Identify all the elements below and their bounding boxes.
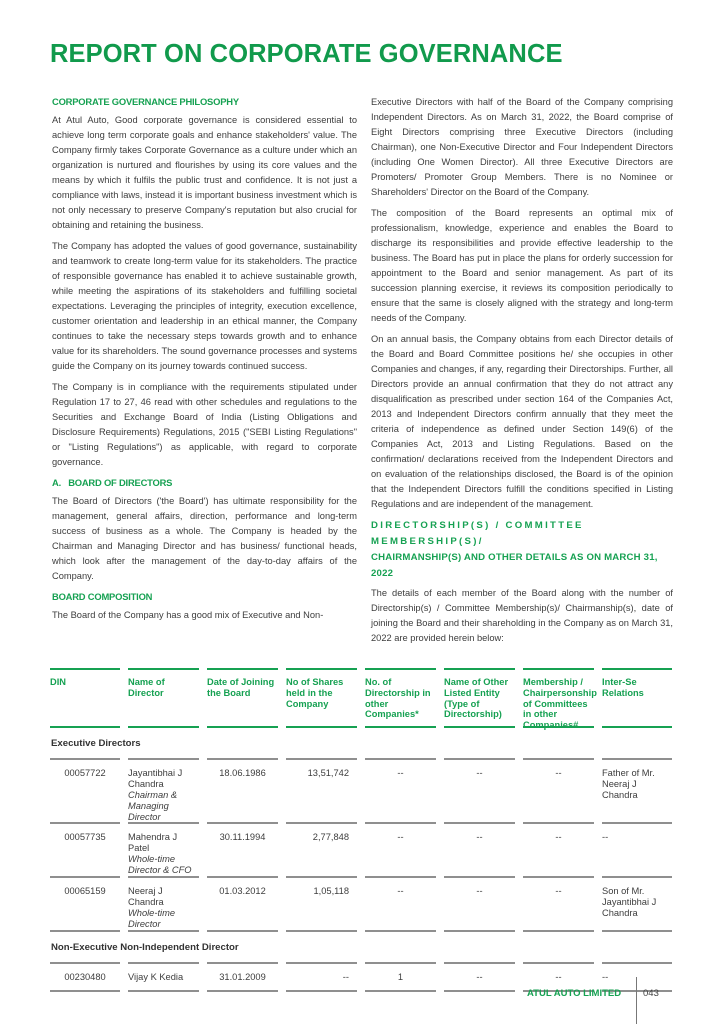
directorship-details-heading — [371, 518, 673, 582]
din-cell: 00065159 — [64, 886, 106, 896]
inter-se-relations-cell: Son of Mr. Jayantibhai J Chandra — [602, 886, 657, 918]
right-column — [371, 95, 673, 652]
footer-divider — [636, 977, 637, 1024]
director-name-cell — [128, 964, 199, 990]
table-row — [50, 824, 674, 876]
committees-cell: -- — [555, 832, 562, 842]
director-name: Mahendra J Patel — [128, 832, 178, 853]
director-name-cell — [128, 760, 199, 822]
composition-paragraph-cont: Executive Directors with half of the Board of the Company comprising Independent Directors. As on March 31, 2022, the Board comprise of Eight Directors comprising three Executive Directors (including Chairman), one Non-Executive Director and Four Independent Directors (including One Women Director). All three Executive Directors are Promoters/ Promoter Group Members. There is no Nominee or Shareholders' Director on the Board of the Company. — [371, 97, 673, 197]
committees-cell: -- — [555, 972, 562, 982]
inter-se-relations-cell: Father of Mr. Neeraj J Chandra — [602, 768, 655, 800]
shares-cell: 13,51,742 — [307, 768, 349, 778]
committees-cell: -- — [555, 886, 562, 896]
footer-company-name: ATUL AUTO LIMITED — [527, 988, 622, 999]
table-group-label: Non-Executive Non-Independent Director — [51, 942, 239, 953]
board-of-directors-heading: A. BOARD OF DIRECTORS — [52, 477, 173, 488]
column-header-committees: Membership / Chairpersonship of Committees in other Companies# — [523, 668, 594, 728]
table-row — [50, 964, 674, 990]
table-header-row — [50, 668, 674, 731]
page-title: REPORT ON CORPORATE GOVERNANCE — [50, 40, 563, 68]
other-listed-entity-cell: -- — [476, 886, 483, 896]
composition-paragraph-start: The Board of the Company has a good mix of Executive and Non- — [52, 610, 324, 620]
column-header-date-joining: Date of Joining the Board — [207, 668, 278, 728]
directorship-details-heading-line-1: DIRECTORSHIP(S) / COMMITTEE MEMBERSHIP(S)/ — [371, 520, 584, 547]
board-composition-heading: BOARD COMPOSITION — [52, 591, 153, 602]
board-paragraph: The Board of Directors ('the Board') has ultimate responsibility for the management, general affairs, direction, performance and long-term success of business as a whole. The Company is headed by the Chairman and Managing Director and has business/ functional heads, which look after the management of the day-to-day affairs of the Company. — [52, 496, 357, 581]
table-group-label: Executive Directors — [51, 738, 141, 749]
director-role: Chairman & Managing Director — [128, 790, 178, 822]
philosophy-paragraph-3: The Company is in compliance with the requirements stipulated under Regulation 17 to 27, 46 read with other schedules and regulations to the Securities and Exchange Board of India (Listing Obligations and Disclosure Requirements) Regulations, 2015 ("SEBI Listing Regulations" or "Listing Regulations") as applicable, with regard to corporate governance. — [52, 382, 357, 467]
director-name-cell — [128, 878, 199, 930]
table-body — [50, 728, 674, 992]
directorships-cell: -- — [397, 768, 404, 778]
philosophy-paragraph-2: The Company has adopted the values of good governance, sustainability and teamwork to create long-term value for its stakeholders. The practice of responsible governance has enabled it to achieve sustainable growth, while meeting the aspirations of its stakeholders and fulfilling societal expectations. Leveraging the principles of integrity, execution excellence, customer orientation and leadership in an ethical manner, the Company continues to take the necessary steps towards growth and to enhance value for its shareholders. The sound governance processes and systems guide the Company on its journey towards continued success. — [52, 241, 357, 371]
date-joining-cell: 01.03.2012 — [219, 886, 266, 896]
left-column — [52, 95, 357, 629]
directorships-cell: 1 — [397, 972, 404, 982]
column-header-directorships: No. of Directorship in other Companies* — [365, 668, 436, 728]
column-header-inter-se-relations: Inter-Se Relations — [602, 668, 672, 728]
director-role: Whole-time Director — [128, 908, 176, 929]
din-cell: 00057722 — [64, 768, 106, 778]
composition-mix-paragraph: The composition of the Board represents an optimal mix of professionalism, knowledge, experience and enables the Board to discharge its responsibilities and provide effective leadership to the business. The Board has put in place the plans for orderly succession for appointment to the Board and senior management. As part of its succession planning exercise, it reviews its composition periodically to ensure that the same is closely aligned with the strategy and long-term needs of the Company. — [371, 208, 673, 323]
table-row — [50, 878, 674, 930]
other-listed-entity-cell: -- — [476, 972, 483, 982]
shares-cell: -- — [342, 972, 349, 982]
din-cell: 00230480 — [64, 972, 106, 982]
shares-cell: 2,77,848 — [312, 832, 349, 842]
director-name: Jayantibhai J Chandra — [128, 768, 183, 789]
other-listed-entity-cell: -- — [476, 832, 483, 842]
director-name: Vijay K Kedia — [128, 972, 184, 982]
annual-confirmation-paragraph: On an annual basis, the Company obtains from each Director details of the Board and Board Committee positions he/ she occupies in other Companies and changes, if any, regarding their Directorships. Further, all Directors provide an annual confirmation that they do not attract any disqualification as prescribed under section 164 of the Companies Act, 2013 and Independent Directors confirm annually that they meet the criteria of independence as defined under Section 149(6) of the Companies Act, 2013 and Listing Regulations. Based on the confirmation/ declarations received from the Independent Directors and on evaluation of the relationships disclosed, the Board is of the opinion that the Independent Directors fulfill the conditions specified in Listing Regulations and are independent of the management. — [371, 334, 673, 509]
committees-cell: -- — [555, 768, 562, 778]
table-row — [50, 760, 674, 822]
philosophy-paragraph-1: At Atul Auto, Good corporate governance is considered essential to achieve long term corporate goals and enhance stakeholders' value. The Company firmly takes Corporate Governance as a culture under which an organization is nurtured and flourishes by using its core values and the means by which it fulfils the public trust and confidence. It is not just a compliance with laws, instead it is important business investment which is not only necessary to preserve Company's reputation but also crucial for obtaining and retaining the business. — [52, 115, 357, 230]
shares-cell: 1,05,118 — [313, 886, 349, 896]
details-intro-paragraph: The details of each member of the Board along with the number of Directorship(s) / Committee Membership(s)/ Chairmanship(s), date of joining the Board and their shareholding in the Company as on March 31, 2022 are provided herein below: — [371, 588, 673, 643]
director-name-cell — [128, 824, 199, 876]
date-joining-cell: 30.11.1994 — [219, 832, 266, 842]
date-joining-cell: 18.06.1986 — [219, 768, 266, 778]
director-role: Whole-time Director & CFO — [128, 854, 192, 875]
din-cell: 00057735 — [64, 832, 106, 842]
directorships-cell: -- — [397, 832, 404, 842]
column-header-shares: No of Shares held in the Company — [286, 668, 357, 728]
date-joining-cell: 31.01.2009 — [219, 972, 266, 982]
philosophy-heading: CORPORATE GOVERNANCE PHILOSOPHY — [52, 96, 239, 107]
column-header-name: Name of Director — [128, 668, 199, 728]
page-number: 043 — [643, 988, 659, 999]
directorships-cell: -- — [397, 886, 404, 896]
inter-se-relations-cell: -- — [602, 832, 609, 842]
directorship-details-heading-line-2: CHAIRMANSHIP(S) AND OTHER DETAILS AS ON MARCH 31, 2022 — [371, 552, 658, 579]
column-header-other-listed-entity: Name of Other Listed Entity (Type of Directorship) — [444, 668, 515, 728]
other-listed-entity-cell: -- — [476, 768, 483, 778]
inter-se-relations-cell: -- — [602, 972, 609, 982]
director-name: Neeraj J Chandra — [128, 886, 164, 907]
directors-table — [50, 668, 674, 992]
column-header-din: DIN — [50, 668, 120, 728]
